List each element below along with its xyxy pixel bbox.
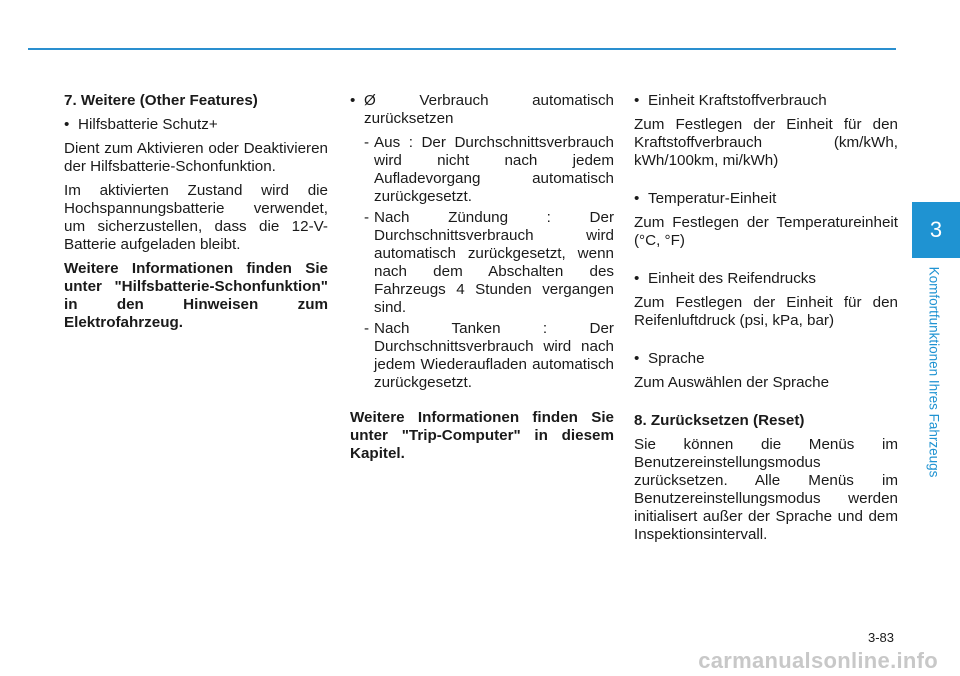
paragraph: Zum Festlegen der Einheit für den Reifenluftdruck (psi, kPa, bar) (634, 294, 898, 329)
bullet-dot-icon: • (64, 116, 70, 133)
bullet-dot-icon: • (350, 92, 356, 109)
bullet-item (634, 350, 898, 368)
dash-icon: - (364, 134, 370, 151)
bullet-text: Einheit des Reifendrucks (648, 270, 816, 287)
column-3 (634, 92, 898, 550)
page-number: 3-83 (867, 630, 894, 645)
chapter-side-label (924, 256, 944, 488)
bullet-dot-icon: • (634, 190, 640, 207)
paragraph: Im aktivierten Zustand wird die Hochspannungsbatterie verwendet, um sicherzustellen, dass die 12-V-Batterie aufgeladen bleibt. (64, 182, 328, 253)
bullet-text: Ø Verbrauch automatisch zurücksetzen (364, 92, 614, 127)
paragraph: Zum Festlegen der Einheit für den Kraftstoffverbrauch (km/kWh, kWh/100km, mi/kWh) (634, 116, 898, 169)
sub-item-text: Nach Tanken : Der Durchschnittsverbrauch wird nach jedem Wiederaufladen automatisch zurückgesetzt. (374, 320, 614, 391)
sub-item (364, 320, 614, 392)
column-1 (64, 92, 328, 338)
bullet-item (634, 92, 898, 110)
paragraph: Sie können die Menüs im Benutzereinstellungsmodus zurücksetzen. Alle Menüs im Benutzereinstellungsmodus werden initialisert außer der Sprache und dem Inspektionsintervall. (634, 436, 898, 543)
dash-icon: - (364, 209, 370, 226)
bullet-item (350, 92, 614, 128)
paragraph: Zum Festlegen der Temperatureinheit (°C, °F) (634, 214, 898, 249)
bullet-text: Temperatur-Einheit (648, 190, 777, 207)
sub-item (364, 209, 614, 317)
column-2 (350, 92, 614, 469)
bullet-dot-icon: • (634, 270, 640, 287)
bullet-item (64, 116, 328, 134)
dash-icon: - (364, 320, 370, 337)
reference-note: Weitere Informationen finden Sie unter "Hilfsbatterie-Schonfunktion" in den Hinweisen zum Elektrofahrzeug. (64, 260, 328, 331)
bullet-item (634, 190, 898, 208)
paragraph: Dient zum Aktivieren oder Deaktivieren der Hilfsbatterie-Schonfunktion. (64, 140, 328, 175)
bullet-text: Einheit Kraftstoffverbrauch (648, 92, 827, 109)
watermark: carmanualsonline.info (698, 648, 938, 673)
bullet-text: Sprache (648, 350, 705, 367)
header-rule (28, 48, 896, 50)
section-heading-reset: 8. Zurücksetzen (Reset) (634, 412, 805, 429)
sub-item-text: Aus : Der Durchschnittsverbrauch wird nicht nach jedem Aufladevorgang automatisch zurückgesetzt. (374, 134, 614, 205)
bullet-item (634, 270, 898, 288)
bullet-dot-icon: • (634, 92, 640, 109)
chapter-side-label-text: Komfortfunktionen Ihres Fahrzeugs (926, 266, 942, 478)
bullet-text: Hilfsbatterie Schutz+ (78, 116, 218, 133)
sub-item (364, 134, 614, 206)
paragraph: Zum Auswählen der Sprache (634, 374, 830, 391)
sub-item-text: Nach Zündung : Der Durchschnittsverbrauch wird automatisch zurückgesetzt, wenn nach dem Abschalten des Fahrzeugs 4 Stunden vergangen sind. (374, 209, 614, 316)
chapter-number-tab: 3 (912, 202, 960, 258)
reference-note: Weitere Informationen finden Sie unter "Trip-Computer" in diesem Kapitel. (350, 409, 614, 462)
bullet-dot-icon: • (634, 350, 640, 367)
section-heading-other-features: 7. Weitere (Other Features) (64, 92, 258, 109)
